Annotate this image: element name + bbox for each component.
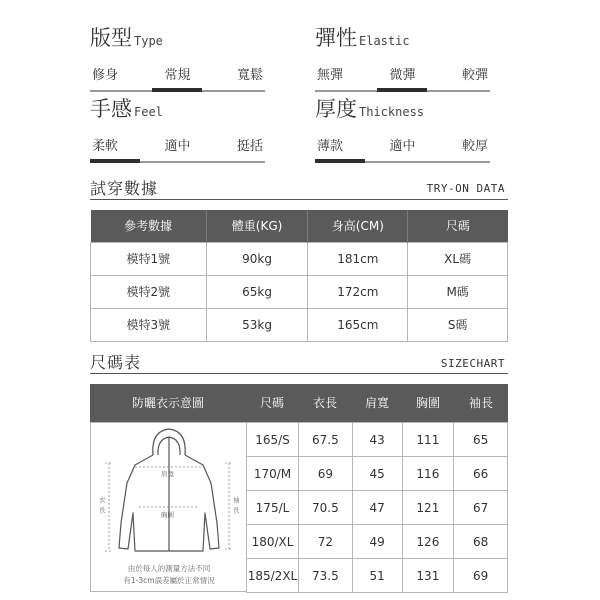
sizechart-cell: 121 <box>402 491 454 525</box>
sizechart-cell: 185/2XL <box>247 559 299 593</box>
attr-elastic-title: 彈性 Elastic <box>315 26 410 50</box>
attr-fit-option: 修身 <box>92 68 119 83</box>
attr-thickness <box>315 93 490 173</box>
tryon-section-title: 試穿數據 <box>90 179 159 198</box>
tryon-header-row <box>91 210 508 242</box>
table-row <box>247 525 508 559</box>
tryon-cell: 181cm <box>308 242 408 275</box>
sizechart-cell: 126 <box>402 525 454 559</box>
table-row <box>247 423 508 457</box>
attr-elastic-option: 較彈 <box>461 68 488 83</box>
attr-elastic <box>315 22 490 102</box>
sizechart-table <box>246 422 508 593</box>
table-row <box>247 457 508 491</box>
sizechart-cell: 43 <box>352 423 402 457</box>
sizechart-cell: 73.5 <box>298 559 352 593</box>
sleeve-label: 長 <box>233 506 240 514</box>
attr-fit-title: 版型 Type <box>90 26 163 50</box>
sizechart-cell: 47 <box>352 491 402 525</box>
sizechart-cell: 70.5 <box>298 491 352 525</box>
tryon-cell: XL碼 <box>408 242 508 275</box>
attr-feel-option: 柔軟 <box>92 139 119 154</box>
sizechart-cell: 67.5 <box>298 423 352 457</box>
sizechart-cell: 49 <box>352 525 402 559</box>
attr-fit-selected-mark <box>152 88 202 92</box>
sizechart-section-title: 尺碼表 <box>90 353 142 372</box>
length-label: 衣 <box>99 496 106 504</box>
sizechart-cell: 170/M <box>247 457 299 491</box>
sizechart-cell: 65 <box>454 423 508 457</box>
attr-feel-selected-mark <box>90 159 140 163</box>
attr-thickness-selected-mark <box>315 159 365 163</box>
sizechart-cell: 51 <box>352 559 402 593</box>
table-row <box>91 275 508 308</box>
sizechart-header-cell: 胸圍 <box>415 396 440 410</box>
attr-feel <box>90 93 265 173</box>
sizechart-cell: 45 <box>352 457 402 491</box>
tryon-header-cell: 身高(CM) <box>308 210 408 242</box>
attr-fit-option: 常規 <box>164 68 191 83</box>
sizechart-cell: 131 <box>402 559 454 593</box>
attr-elastic-option: 微彈 <box>389 68 416 83</box>
sizechart-header-cell: 肩寬 <box>364 396 389 410</box>
sizechart-cell: 72 <box>298 525 352 559</box>
attr-elastic-option: 無彈 <box>317 68 344 83</box>
attr-feel-option: 適中 <box>164 139 191 154</box>
tryon-cell: 模特2號 <box>91 275 207 308</box>
attr-fit-options <box>90 64 265 84</box>
tryon-header-cell: 尺碼 <box>408 210 508 242</box>
jacket-diagram <box>90 422 246 592</box>
tryon-cell: 53kg <box>206 308 308 341</box>
attr-thickness-options <box>315 135 490 155</box>
length-label: 長 <box>99 506 106 514</box>
tryon-table <box>90 210 508 342</box>
attr-feel-option: 挺括 <box>236 139 263 154</box>
table-row <box>247 559 508 593</box>
shoulder-label: 肩寬 <box>161 470 174 478</box>
measurement-note: 有1-3cm誤差屬於正常情況 <box>123 576 215 585</box>
tryon-cell: 模特3號 <box>91 308 207 341</box>
sizechart-cell: 66 <box>454 457 508 491</box>
tryon-cell: 165cm <box>308 308 408 341</box>
tryon-cell: 模特1號 <box>91 242 207 275</box>
sizechart-cell: 69 <box>454 559 508 593</box>
sizechart-cell: 69 <box>298 457 352 491</box>
sizechart-header-cell: 尺碼 <box>259 396 284 410</box>
tryon-header-cell: 參考數據 <box>91 210 207 242</box>
sizechart-header-cell: 衣長 <box>312 396 337 410</box>
sizechart-cell: 165/S <box>247 423 299 457</box>
attr-thickness-title: 厚度 Thickness <box>315 97 425 121</box>
tryon-section-rule <box>90 199 508 200</box>
tryon-cell: 90kg <box>206 242 308 275</box>
tryon-header-cell: 體重(KG) <box>206 210 308 242</box>
measurement-note: 由於每人的測量方法不同 <box>127 564 211 573</box>
attr-fit-option: 寬鬆 <box>236 68 263 83</box>
sizechart-header-cell: 袖長 <box>468 396 493 410</box>
table-row <box>91 242 508 275</box>
sizechart-cell: 180/XL <box>247 525 299 559</box>
attr-thickness-option: 適中 <box>389 139 416 154</box>
sizechart-section-title-en: SIZECHART <box>440 357 505 370</box>
tryon-cell: M碼 <box>408 275 508 308</box>
attr-fit <box>90 22 265 102</box>
sleeve-label: 袖 <box>233 496 240 504</box>
tryon-cell: S碼 <box>408 308 508 341</box>
attr-elastic-options <box>315 64 490 84</box>
attr-feel-title: 手感 Feel <box>90 97 163 121</box>
sizechart-header-cell: 防曬衣示意圖 <box>131 396 204 410</box>
sizechart-cell: 68 <box>454 525 508 559</box>
sizechart-cell: 111 <box>402 423 454 457</box>
sizechart-cell: 175/L <box>247 491 299 525</box>
tryon-cell: 65kg <box>206 275 308 308</box>
sizechart-section-rule <box>90 373 508 374</box>
attr-thickness-option: 薄款 <box>317 139 344 154</box>
tryon-section-title-en: TRY-ON DATA <box>426 182 505 195</box>
sizechart-cell: 116 <box>402 457 454 491</box>
attr-elastic-selected-mark <box>377 88 427 92</box>
attr-feel-options <box>90 135 265 155</box>
sizechart-cell: 67 <box>454 491 508 525</box>
attr-thickness-option: 較厚 <box>461 139 488 154</box>
tryon-cell: 172cm <box>308 275 408 308</box>
chest-label: 胸圍 <box>161 511 174 519</box>
sizechart-header-row <box>90 384 508 422</box>
table-row <box>91 308 508 341</box>
table-row <box>247 491 508 525</box>
